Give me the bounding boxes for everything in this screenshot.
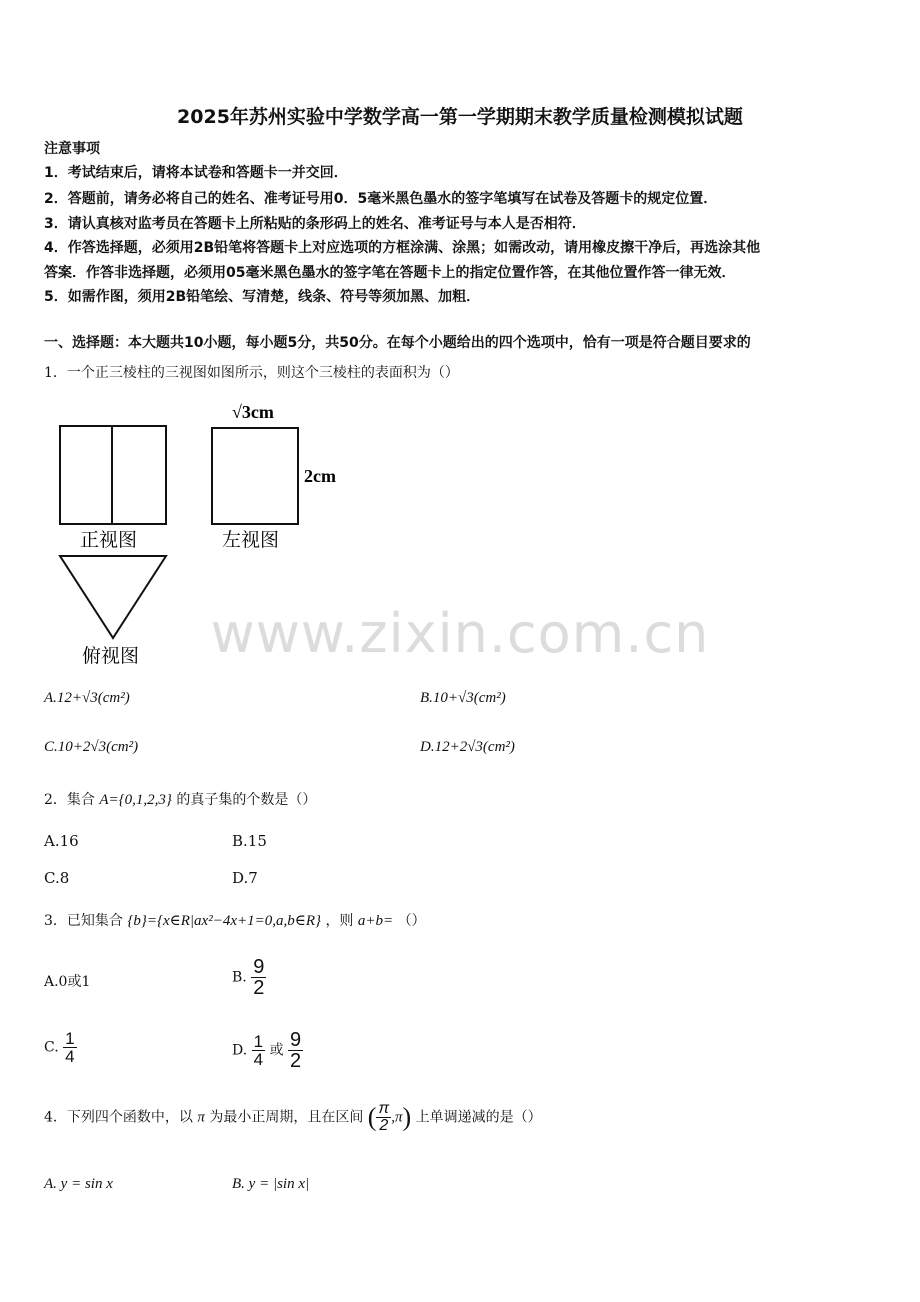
note-item: 5．如需作图，须用2B铅笔绘、写清楚，线条、符号等须加黑、加粗． xyxy=(44,289,481,305)
q3-stem-math: {b}={x∈R|ax²−4x+1=0,a,b∈R} xyxy=(127,913,321,929)
q4-option-b[interactable]: B. y = |sin x| xyxy=(232,1176,310,1192)
q4-stem-mid: 为最小正周期，且在区间 xyxy=(209,1109,364,1126)
denominator: 2 xyxy=(290,1050,302,1072)
q2-option-c[interactable]: C.8 xyxy=(44,869,70,887)
numerator: π xyxy=(378,1100,390,1117)
q3-option-c[interactable] xyxy=(44,1030,77,1065)
q3-stem-math2: a+b= xyxy=(357,913,394,929)
q4-option-a[interactable]: A. y = sin x xyxy=(44,1176,113,1192)
q4-interval-fraction xyxy=(376,1101,391,1134)
question-2-stem xyxy=(44,789,316,809)
question-3-stem xyxy=(44,910,426,930)
note-item: 答案．作答非选择题，必须用05毫米黑色墨水的签字笔在答题卡上的指定位置作答，在其他位置作答一律无效． xyxy=(44,265,736,281)
note-item: 3．请认真核对监考员在答题卡上所粘贴的条形码上的姓名、准考证号与本人是否相符． xyxy=(44,216,586,232)
q3-option-c-fraction xyxy=(63,1030,76,1065)
side-view-label: 左视图 xyxy=(222,529,280,551)
q3-stem-post: （） xyxy=(397,913,426,929)
q3-option-b-letter: B. xyxy=(232,969,247,986)
watermark: www.zixin.com.cn xyxy=(210,602,710,665)
q4-interval-end: ,π xyxy=(391,1109,403,1126)
side-view-rect xyxy=(212,428,298,524)
left-paren: ( xyxy=(367,1102,377,1132)
right-paren: ) xyxy=(402,1102,412,1132)
numerator: 1 xyxy=(65,1029,75,1048)
q3-option-d-or: 或 xyxy=(269,1042,284,1059)
denominator: 4 xyxy=(65,1047,75,1066)
q2-option-d[interactable]: D.7 xyxy=(232,869,258,887)
q4-stem-post: 上单调递减的是（） xyxy=(415,1109,542,1126)
q1-option-a[interactable]: A.12+√3(cm²) xyxy=(44,690,130,706)
q3-stem-pre: 3．已知集合 xyxy=(44,913,123,929)
q3-option-d-fraction-1 xyxy=(252,1033,265,1068)
note-item: 2．答题前，请务必将自己的姓名、准考证号用0．5毫米黑色墨水的签字笔填写在试卷及答题卡的规定位置． xyxy=(44,191,718,207)
denominator: 2 xyxy=(253,977,265,999)
q2-stem-math: A={0,1,2,3} xyxy=(99,792,172,808)
q3-option-a[interactable]: A.0或1 xyxy=(44,974,91,990)
q3-option-b-fraction xyxy=(251,957,266,998)
q2-option-a[interactable]: A.16 xyxy=(44,832,79,850)
q1-option-c[interactable]: C.10+2√3(cm²) xyxy=(44,739,139,755)
numerator: 9 xyxy=(290,1029,302,1051)
width-label: √3cm xyxy=(232,402,274,422)
q3-option-d-letter: D. xyxy=(232,1042,248,1059)
top-view-label: 俯视图 xyxy=(82,645,140,667)
q3-option-d-fraction-2 xyxy=(288,1030,303,1071)
q4-stem-pre: 4．下列四个函数中，以 xyxy=(44,1109,193,1126)
question-1-stem: 1．一个正三棱柱的三视图如图所示，则这个三棱柱的表面积为（） xyxy=(44,365,459,381)
q4-stem-pi: π xyxy=(197,1109,205,1126)
q3-option-c-letter: C. xyxy=(44,1039,59,1056)
q3-stem-mid: ，则 xyxy=(325,913,354,929)
front-view-label: 正视图 xyxy=(80,529,138,551)
q1-option-d[interactable]: D.12+2√3(cm²) xyxy=(420,739,515,755)
section-heading: 一、选择题：本大题共10小题，每小题5分，共50分。在每个小题给出的四个选项中，恰有一项是符合题目要求的 xyxy=(44,335,751,351)
numerator: 9 xyxy=(253,956,265,978)
note-item: 1．考试结束后，请将本试卷和答题卡一并交回． xyxy=(44,165,348,181)
numerator: 1 xyxy=(253,1032,264,1051)
denominator: 4 xyxy=(253,1050,264,1069)
q3-option-d[interactable] xyxy=(232,1030,303,1071)
q1-option-b[interactable]: B.10+√3(cm²) xyxy=(420,690,506,706)
q2-stem-pre: 2．集合 xyxy=(44,792,95,808)
height-label: 2cm xyxy=(304,466,336,486)
page-title: 2025年苏州实验中学数学高一第一学期期末教学质量检测模拟试题 xyxy=(177,106,743,128)
q2-option-b[interactable]: B.15 xyxy=(232,832,267,850)
question-4-stem xyxy=(44,1101,542,1134)
notes-heading: 注意事项 xyxy=(44,141,100,157)
q3-option-b[interactable] xyxy=(232,957,266,998)
q2-stem-post: 的真子集的个数是（） xyxy=(176,792,317,808)
note-item: 4．作答选择题，必须用2B铅笔将答题卡上对应选项的方框涂满、涂黑；如需改动，请用橡皮擦干净后，再选涂其他 xyxy=(44,240,761,256)
denominator: 2 xyxy=(379,1117,389,1134)
